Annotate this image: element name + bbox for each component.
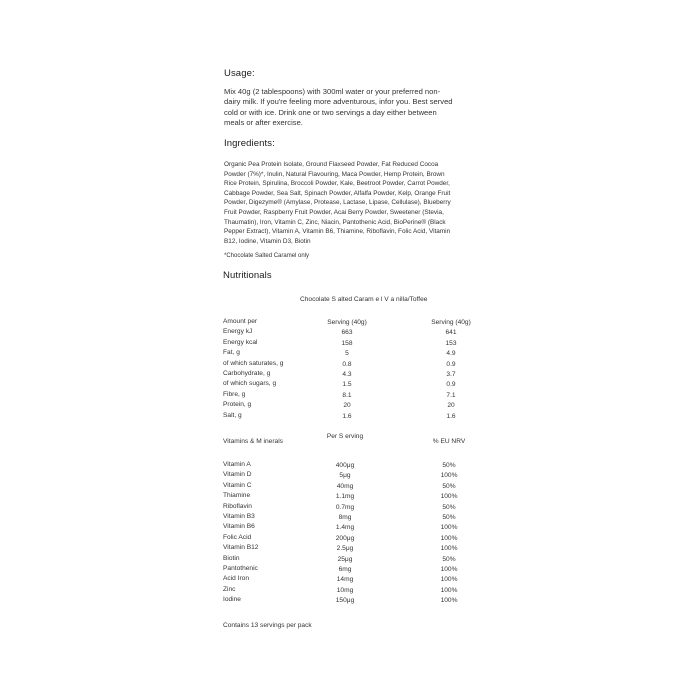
row-label: Vitamin B12 [223,544,259,552]
col1-header: Serving (40g) [327,319,367,326]
row-value-1: 2.5μg [336,545,354,553]
row-label: Salt, g [223,411,242,419]
table-row [223,338,483,348]
row-value-2: 50% [442,513,456,521]
ingredients-heading: Ingredients: [224,138,275,149]
row-value-1: 8.1 [342,391,352,399]
table-row [223,595,483,605]
row-value-1: 5μg [339,472,351,480]
table-row [223,554,483,564]
row-value-2: 4.9 [446,350,456,358]
table-row [223,585,483,595]
row-label: Zinc [223,585,236,593]
row-value-2: 0.9 [446,381,456,389]
row-value-2: 100% [440,597,458,605]
table-row [223,564,483,574]
row-value-1: 10mg [336,586,354,594]
usage-heading: Usage: [224,68,255,79]
row-value-2: 50% [442,555,456,563]
row-value-1: 663 [341,329,353,337]
row-value-2: 100% [440,534,458,542]
eu-nrv-header: % EU NRV [432,438,466,445]
row-value-1: 20 [343,402,351,410]
usage-text [224,87,453,129]
ingredients-text [224,160,451,246]
row-value-2: 100% [440,586,458,594]
row-value-2: 7.1 [446,391,456,399]
row-label: Protein, g [223,401,252,409]
row-label: Vitamin A [223,461,251,468]
table-row [223,574,483,584]
row-value-2: 100% [440,493,458,501]
row-value-1: 5 [345,350,349,358]
table-row [223,522,483,532]
vitamins-label: Vitamins & M inerals [223,438,283,445]
row-label: Carbohydrate, g [223,369,271,377]
row-value-1: 200μg [335,534,355,542]
row-label: Vitamin B3 [223,512,255,520]
table-row [223,411,483,421]
row-value-1: 1.5 [342,381,352,389]
row-value-2: 100% [440,576,458,584]
row-value-2: 100% [440,545,458,553]
table-row [223,481,483,491]
row-value-2: 100% [440,524,458,532]
row-value-2: 100% [440,472,458,480]
row-value-2: 50% [442,503,456,511]
ingredients-line: Cabbage Powder, Sea Salt, Spinach Powder, Alfalfa Powder, Kelp, Orange Fruit [224,189,451,197]
nutrition-rows [223,327,483,421]
vitamins-header-row [223,434,483,458]
nutritionals-heading: Nutritionals [223,270,272,281]
ingredients-line: B12, Iodine, Vitamin D3, Biotin [224,237,311,245]
nutrition-header-row [223,317,483,327]
table-row [223,543,483,553]
ingredients-line: Powder, Digezyme® (Amylase, Protease, Lactase, Lipase, Cellulase), Blueberry [224,199,451,207]
row-label: Energy kJ [223,328,253,336]
row-value-2: 3.7 [446,370,456,378]
table-row [223,348,483,358]
row-value-1: 0.7mg [335,503,355,511]
row-label: Vitamin B6 [223,523,255,531]
row-value-1: 1.1mg [335,493,355,501]
table-row [223,400,483,410]
row-value-2: 641 [445,329,457,337]
table-row [223,390,483,400]
usage-line: cold or with ice. Drink one or two servings a day either between [224,107,437,117]
row-label: Vitamin D [223,471,252,479]
row-label: Energy kcal [223,338,258,346]
ingredients-line: Rice Protein, Spirulina, Broccoli Powder, Kale, Beetroot Powder, Carrot Powder, [224,180,450,188]
usage-line: Mix 40g (2 tablespoons) with 300ml water or your preferred non- [224,87,441,96]
table-row [223,533,483,543]
table-row [223,512,483,522]
vitamins-rows [223,460,483,605]
row-label: Fat, g [223,349,240,357]
row-value-2: 20 [447,402,455,410]
row-label: of which sugars, g [223,380,277,388]
row-value-1: 14mg [336,576,354,584]
col2-header: Serving (40g) [431,319,471,326]
usage-line: meals or after exercise. [224,118,303,128]
row-value-1: 400μg [335,462,355,469]
table-row [223,369,483,379]
ingredients-footnote: *Chocolate Salted Caramel only [224,253,310,259]
table-row [223,327,483,337]
row-label: Biotin [223,554,240,562]
table-row [223,491,483,501]
ingredients-line: Fruit Powder, Raspberry Fruit Powder, Acai Berry Powder, Sweetener (Stevia, [224,208,444,216]
row-label: Riboflavin [223,502,252,510]
amount-per-label: Amount per [223,318,258,325]
table-row [223,470,483,480]
row-value-2: 153 [445,339,457,347]
row-value-1: 1.6 [342,412,352,420]
row-value-1: 4.3 [342,370,352,378]
row-value-2: 0.9 [446,360,456,368]
row-label: Folic Acid [223,533,252,541]
flavours-header: Chocolate S alted Caram e l V a nilla/Toffee [300,296,428,303]
row-label: Acid Iron [223,575,250,583]
row-label: Thiamine [223,492,251,500]
row-label: of which saturates, g [223,359,284,367]
servings-note: Contains 13 servings per pack [223,622,312,629]
row-value-1: 6mg [338,565,352,573]
nutrition-table [223,317,483,421]
per-serving-header: Per S erving [326,433,364,440]
row-value-1: 40mg [336,482,354,490]
row-value-2: 100% [440,565,458,573]
row-value-1: 8mg [338,513,352,521]
row-value-1: 150μg [335,597,355,605]
table-row [223,502,483,512]
row-value-1: 25μg [337,555,353,563]
ingredients-line: Organic Pea Protein Isolate, Ground Flaxseed Powder, Fat Reduced Cocoa [224,161,439,168]
row-value-2: 50% [442,482,456,490]
row-label: Pantothenic [223,564,258,572]
ingredients-line: Pepper Extract), Vitamin A, Vitamin B6, Thiamine, Riboflavin, Folic Acid, Vitamin [224,228,451,236]
usage-line: dairy milk. If you're feeling more adventurous, infor you. Best served [224,97,453,107]
row-value-1: 0.8 [342,360,352,368]
ingredients-line: Powder (7%)*, Inulin, Natural Flavouring, Maca Powder, Hemp Protein, Brown [224,170,445,178]
vitamins-table [223,434,483,605]
table-row [223,359,483,369]
row-value-2: 50% [442,462,456,469]
row-label: Iodine [223,596,241,604]
table-row [223,460,483,470]
row-value-1: 1.4mg [335,524,355,532]
ingredients-line: Thaumatin), Iron, Vitamin C, Zinc, Niacin, Pantothenic Acid, BioPerine® (Black [224,218,446,226]
row-label: Fibre, g [223,390,246,398]
table-row [223,379,483,389]
row-value-1: 158 [341,339,353,347]
row-value-2: 1.6 [446,412,456,420]
row-label: Vitamin C [223,481,252,489]
